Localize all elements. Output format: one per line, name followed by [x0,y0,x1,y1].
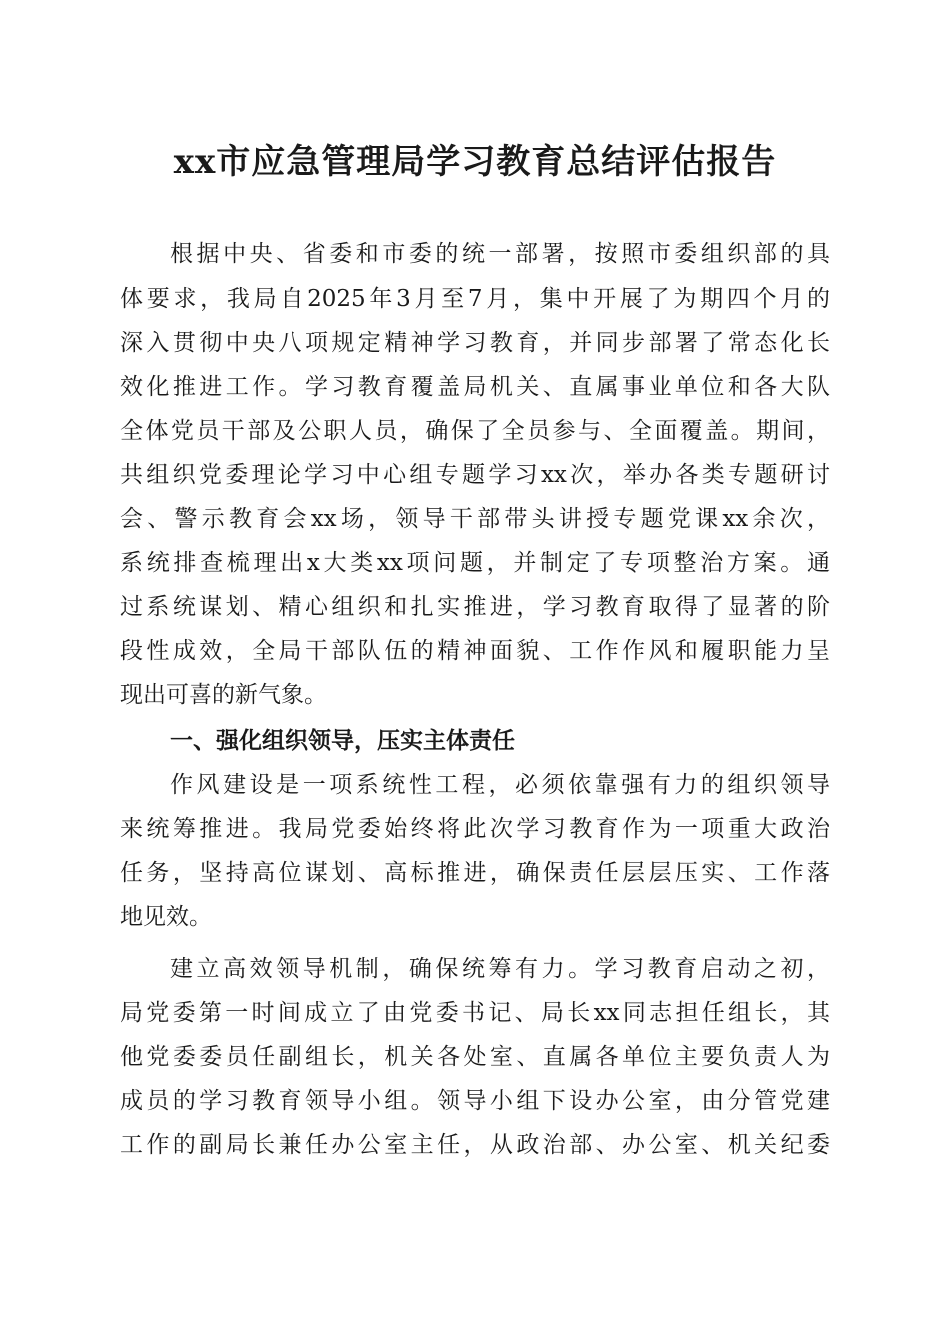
section1-line: 任务，坚持高位谋划、高标推进，确保责任层层压实、工作落 [120,860,830,886]
intro-line: 系统排查梳理出x大类xx项问题，并制定了专项整治方案。通 [120,550,830,576]
section1-line: 来统筹推进。我局党委始终将此次学习教育作为一项重大政治 [120,816,830,842]
intro-line: 共组织党委理论学习中心组专题学习xx次，举办各类专题研讨 [120,462,830,488]
intro-line: 根据中央、省委和市委的统一部署，按照市委组织部的具 [170,241,830,267]
para2-line: 他党委委员任副组长，机关各处室、直属各单位主要负责人为 [120,1044,830,1070]
intro-line: 现出可喜的新气象。 [120,682,327,708]
intro-line: 会、警示教育会xx场，领导干部带头讲授专题党课xx余次， [120,506,830,532]
para2-line: 成员的学习教育领导小组。领导小组下设办公室，由分管党建 [120,1088,830,1114]
intro-line: 深入贯彻中央八项规定精神学习教育，并同步部署了常态化长 [120,330,830,356]
intro-line: 段性成效，全局干部队伍的精神面貌、工作作风和履职能力呈 [120,638,830,664]
para2-line: 局党委第一时间成立了由党委书记、局长xx同志担任组长，其 [120,1000,830,1026]
para2-line: 工作的副局长兼任办公室主任，从政治部、办公室、机关纪委 [120,1132,830,1158]
intro-line: 过系统谋划、精心组织和扎实推进，学习教育取得了显著的阶 [120,594,830,620]
intro-line: 全体党员干部及公职人员，确保了全员参与、全面覆盖。期间， [120,418,830,444]
section1-line: 地见效。 [120,904,212,930]
intro-line: 效化推进工作。学习教育覆盖局机关、直属事业单位和各大队 [120,374,830,400]
para2-line: 建立高效领导机制，确保统筹有力。学习教育启动之初， [170,956,830,982]
section-heading: 一、强化组织领导，压实主体责任 [170,728,515,754]
section1-line: 作风建设是一项系统性工程，必须依靠强有力的组织领导 [170,772,830,798]
intro-line: 体要求，我局自2025年3月至7月，集中开展了为期四个月的 [120,286,830,312]
document-title: xx市应急管理局学习教育总结评估报告 [173,142,777,182]
